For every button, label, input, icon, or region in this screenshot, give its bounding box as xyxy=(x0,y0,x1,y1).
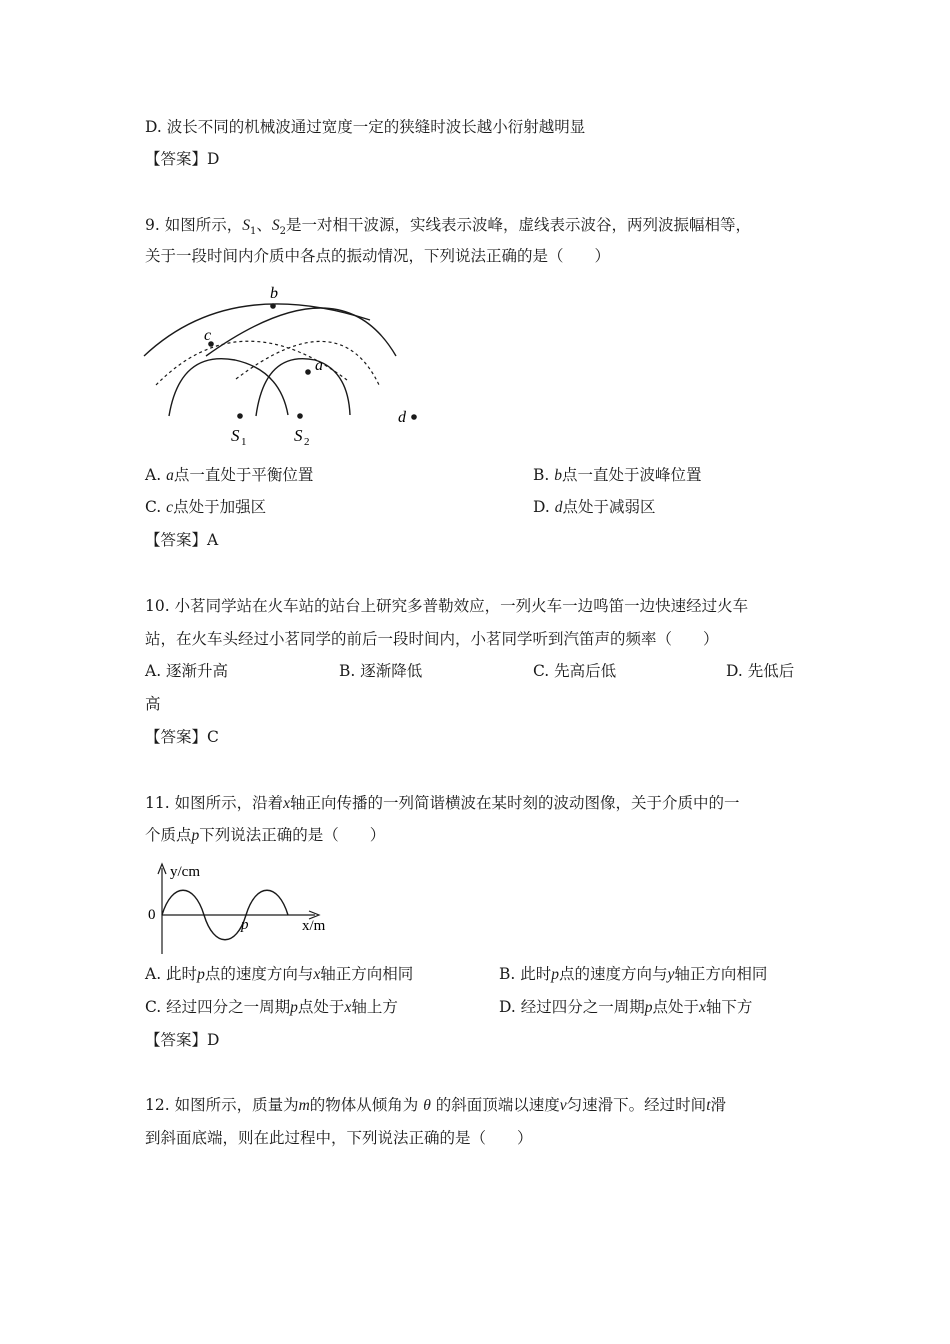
q9-label-s2-sub: 2 xyxy=(304,436,310,448)
q11-answer: 【答案】D xyxy=(145,1031,220,1049)
q9-option-c-prefix: C. xyxy=(145,498,167,516)
q12-theta-var: θ xyxy=(423,1097,431,1114)
q10-option-d: D. 先低后 xyxy=(726,662,795,680)
q11-option-b-prefix: B. 此时 xyxy=(499,965,552,983)
q9-label-b: b xyxy=(270,285,278,302)
q11-wave-figure xyxy=(140,858,340,958)
q12-stem-line1 xyxy=(145,1094,726,1117)
q11-option-a-mid: 点的速度方向与 xyxy=(204,965,314,983)
q9-inner-crest-s1 xyxy=(169,359,288,416)
q9-option-c xyxy=(145,496,266,519)
q10-option-d-cont: 高 xyxy=(145,695,161,713)
q11-x-var: x xyxy=(283,795,290,812)
q12-v-var: v xyxy=(559,1097,567,1114)
q9-option-d xyxy=(533,496,656,519)
q9-label-s1: S xyxy=(231,426,240,445)
q11-stem-prefix: 11. 如图所示，沿着 xyxy=(145,794,284,812)
q9-label-s2: S xyxy=(294,426,303,445)
q11-option-d-mid: 点处于 xyxy=(652,998,699,1016)
q11-x-label: x/m xyxy=(302,918,326,934)
q9-point-b xyxy=(270,303,276,309)
q10-stem-line2: 站，在火车头经过小茗同学的前后一段时间内，小茗同学听到汽笛声的频率（ ） xyxy=(145,630,719,648)
q12-stem-part4: 匀速滑下。经过时间 xyxy=(566,1096,707,1114)
q9-source-s2 xyxy=(297,413,303,419)
q11-option-c-prefix: C. 经过四分之一周期 xyxy=(145,998,291,1016)
q11-y-label: y/cm xyxy=(170,864,200,880)
q11-option-a-end: 轴正方向相同 xyxy=(320,965,414,983)
q9-s2-sub: 2 xyxy=(279,226,286,238)
q11-stem-line1 xyxy=(145,792,739,815)
q11-option-c-end: 轴上方 xyxy=(351,998,398,1016)
q10-option-c: C. 先高后低 xyxy=(533,662,617,680)
q12-stem-part5: 滑 xyxy=(710,1096,727,1114)
q12-stem-line2: 到斜面底端，则在此过程中，下列说法正确的是（ ） xyxy=(145,1129,533,1147)
q10-stem-line1: 10. 小茗同学站在火车站的站台上研究多普勒效应，一列火车一边鸣笛一边快速经过火车 xyxy=(145,597,749,615)
q9-s2: S xyxy=(271,217,280,234)
q9-answer: 【答案】A xyxy=(145,531,219,549)
q11-option-c-mid: 点处于 xyxy=(297,998,345,1016)
q10-option-a: A. 逐渐升高 xyxy=(145,662,229,680)
q9-option-b-prefix: B. xyxy=(533,466,555,484)
q11-option-a xyxy=(145,963,413,986)
q11-option-d-prefix: D. 经过四分之一周期 xyxy=(499,998,645,1016)
q11-origin-label: 0 xyxy=(148,907,156,923)
q8-answer: 【答案】D xyxy=(145,150,220,168)
q9-source-s1 xyxy=(237,413,243,419)
q11-option-c-v2: x xyxy=(344,999,352,1016)
q9-s1: S xyxy=(242,217,250,234)
q11-p-var: p xyxy=(191,827,200,844)
q9-option-a xyxy=(145,464,313,487)
q9-option-c-text: 点处于加强区 xyxy=(173,498,267,516)
q11-option-d xyxy=(499,996,752,1019)
q9-label-d: d xyxy=(398,409,406,426)
q9-option-b-var: b xyxy=(554,467,562,484)
q12-stem-prefix: 12. 如图所示，质量为 xyxy=(145,1096,299,1114)
q11-option-b-v1: p xyxy=(551,966,559,983)
q8-option-d: D. 波长不同的机械波通过宽度一定的狭缝时波长越小衍射越明显 xyxy=(145,118,586,136)
q12-stem-part3: 的斜面顶端以速度 xyxy=(430,1096,560,1114)
q9-outer-crest-s2 xyxy=(206,308,396,356)
q11-stem-line2 xyxy=(145,824,385,847)
q9-stem-line2: 关于一段时间内介质中各点的振动情况，下列说法正确的是（ ） xyxy=(145,247,611,265)
q9-outer-crest-s1 xyxy=(144,304,370,356)
q11-option-b-end: 轴正方向相同 xyxy=(674,965,768,983)
q11-stem-line2-prefix: 个质点 xyxy=(145,826,192,844)
q9-point-d xyxy=(411,414,417,420)
q11-p-label: p xyxy=(241,917,249,933)
q11-option-b-v2: y xyxy=(667,966,675,983)
q9-label-c: c xyxy=(204,327,212,344)
q10-option-b: B. 逐渐降低 xyxy=(339,662,423,680)
q9-label-a: a xyxy=(315,357,323,374)
q9-trough-s2 xyxy=(236,341,380,387)
q11-option-a-prefix: A. 此时 xyxy=(145,965,198,983)
q9-label-s1-sub: 1 xyxy=(241,436,247,448)
q12-t-var: t xyxy=(706,1097,711,1114)
q9-option-b xyxy=(533,464,702,487)
q9-interference-figure xyxy=(140,280,440,455)
q11-option-b-mid: 点的速度方向与 xyxy=(559,965,668,983)
q10-answer: 【答案】C xyxy=(145,728,219,746)
q9-stem-line1 xyxy=(145,214,751,243)
q9-s1-sub: 1 xyxy=(249,226,257,238)
q9-option-d-var: d xyxy=(554,499,563,516)
q9-option-d-text: 点处于减弱区 xyxy=(562,498,656,516)
q9-option-b-text: 点一直处于波峰位置 xyxy=(562,466,702,484)
q11-option-b xyxy=(499,963,767,986)
q9-stem-prefix: 9. 如图所示， xyxy=(145,216,243,234)
q11-option-a-v2: x xyxy=(313,966,321,983)
q9-inner-crest-s2 xyxy=(256,359,350,416)
q9-option-d-prefix: D. xyxy=(533,498,555,516)
q9-option-a-var: a xyxy=(166,467,174,484)
q11-stem-line2-rest: 下列说法正确的是（ ） xyxy=(199,826,386,844)
q9-point-a xyxy=(305,369,311,375)
q9-option-c-var: c xyxy=(166,499,174,516)
q12-m-var: m xyxy=(298,1097,310,1114)
q11-option-d-v2: x xyxy=(699,999,706,1016)
q9-option-a-text: 点一直处于平衡位置 xyxy=(173,466,314,484)
q9-stem-rest: 是一对相干波源，实线表示波峰，虚线表示波谷，两列波振幅相等， xyxy=(285,216,751,234)
q11-option-c-v1: p xyxy=(290,999,298,1016)
q11-option-d-end: 轴下方 xyxy=(705,998,753,1016)
q12-stem-part2: 的物体从倾角为 xyxy=(309,1096,424,1114)
q11-option-a-v1: p xyxy=(197,966,205,983)
q9-option-a-prefix: A. xyxy=(145,466,167,484)
q11-stem-rest: 轴正向传播的一列简谐横波在某时刻的波动图像，关于介质中的一 xyxy=(289,794,740,812)
q11-option-d-v1: p xyxy=(644,999,653,1016)
q9-sep: 、 xyxy=(256,216,272,234)
q11-option-c xyxy=(145,996,398,1019)
